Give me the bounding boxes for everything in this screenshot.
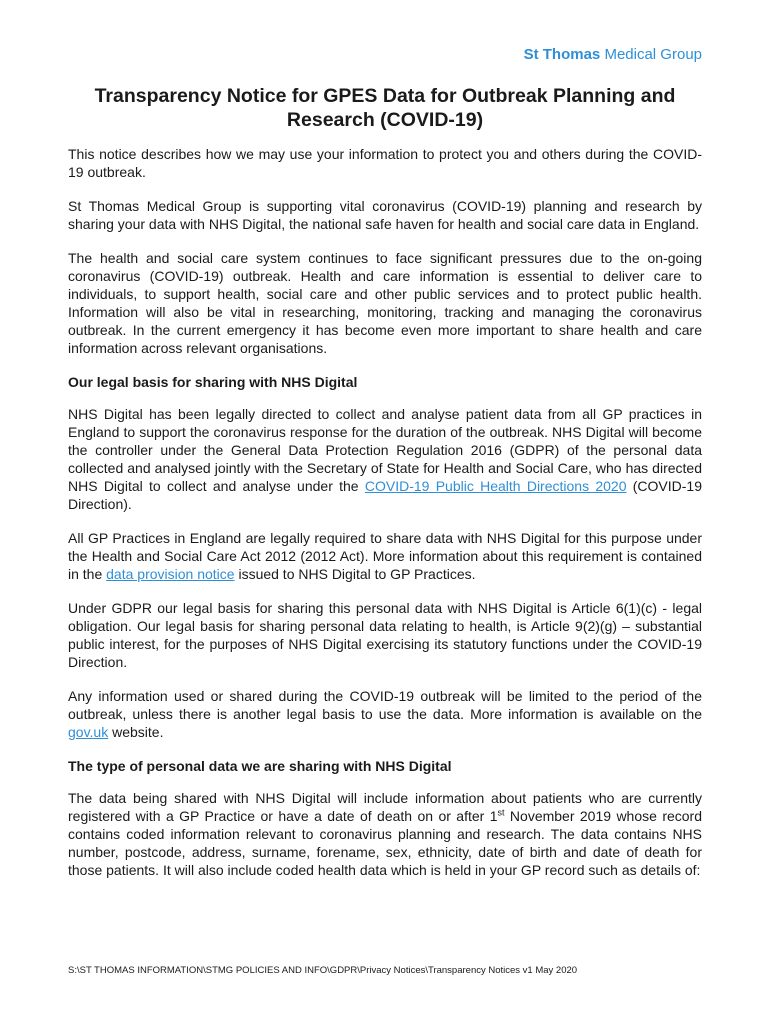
organisation-name-rest: Medical Group (604, 46, 702, 63)
data-shared-text: The data being shared with NHS Digital will include information about patients who are currently registered with a GP Practice or have a date of death on or after 1 (68, 790, 702, 824)
date-superscript: st (497, 807, 505, 818)
supporting-paragraph: St Thomas Medical Group is supporting vital coronavirus (COVID-19) planning and research by sharing your data with NHS Digital, the national safe haven for health and social care data in England. (68, 198, 702, 232)
organisation-header (524, 46, 702, 63)
personal-data-heading: The type of personal data we are sharing with NHS Digital (68, 758, 452, 774)
nhs-digital-text-end: (COVID-19 Direction). (68, 478, 703, 512)
data-shared-text-end: November 2019 whose record contains coded information relevant to coronavirus planning and research. The data contains NHS number, postcode, address, surname, forename, sex, ethnicity, date of birth and date of death for those patients. It will also include coded health data which is held in your GP record such as details of: (68, 808, 703, 878)
legal-basis-heading: Our legal basis for sharing with NHS Digital (68, 374, 358, 390)
gp-practices-text-end: issued to NHS Digital to GP Practices. (234, 566, 476, 582)
information-use-paragraph (68, 687, 702, 741)
data-provision-notice-link[interactable]: data provision notice (106, 566, 235, 582)
footer-file-path: S:\ST THOMAS INFORMATION\STMG POLICIES AND INFO\GDPR\Privacy Notices\Transparency Notices v1 May 2020 (68, 965, 578, 976)
gp-practices-text: All GP Practices in England are legally required to share data with NHS Digital for this purpose under the Health and Social Care Act 2012 (2012 Act). More information about this requirement is contained in the (68, 530, 702, 582)
data-shared-paragraph (68, 789, 702, 879)
information-use-text: Any information used or shared during the COVID-19 outbreak will be limited to the period of the outbreak, unless there is another legal basis to use the data. More information is available on the (68, 688, 702, 722)
page-title: Transparency Notice for GPES Data for Outbreak Planning and Research (COVID-19) (94, 85, 676, 131)
document-body (68, 145, 702, 895)
nhs-digital-text: NHS Digital has been legally directed to collect and analyse patient data from all GP practices in England to support the coronavirus response for the duration of the outbreak. NHS Digital will become the controller under the General Data Protection Regulation 2016 (GDPR) of the personal data collected and analysed jointly with the Secretary of State for Health and Social Care, who has directed NHS Digital to collect and analyse under the (68, 406, 702, 494)
gov-uk-link[interactable]: gov.uk (68, 724, 109, 740)
information-use-text-end: website. (108, 724, 164, 740)
pressures-paragraph: The health and social care system continues to face significant pressures due to the on-going coronavirus (COVID-19) outbreak. Health and care information is essential to deliver care to individuals, to support health, social care and other public services and to protect public health. Information will also be vital in researching, monitoring, tracking and managing the coronavirus outbreak. In the current emergency it has become even more important to share health and care information across relevant organisations. (68, 250, 702, 356)
organisation-name-bold: St Thomas (523, 46, 601, 63)
gp-practices-paragraph (68, 529, 702, 583)
gdpr-paragraph: Under GDPR our legal basis for sharing this personal data with NHS Digital is Article 6(1)(c) - legal obligation. Our legal basis for sharing personal data relating to health, is Article 9(2)(g) – substantial public interest, for the purposes of NHS Digital exercising its statutory functions under the COVID-19 Direction. (68, 600, 702, 670)
intro-paragraph: This notice describes how we may use your information to protect you and others during the COVID-19 outbreak. (68, 146, 702, 180)
covid-directions-link[interactable]: COVID-19 Public Health Directions 2020 (364, 478, 627, 494)
nhs-digital-paragraph (68, 405, 702, 513)
